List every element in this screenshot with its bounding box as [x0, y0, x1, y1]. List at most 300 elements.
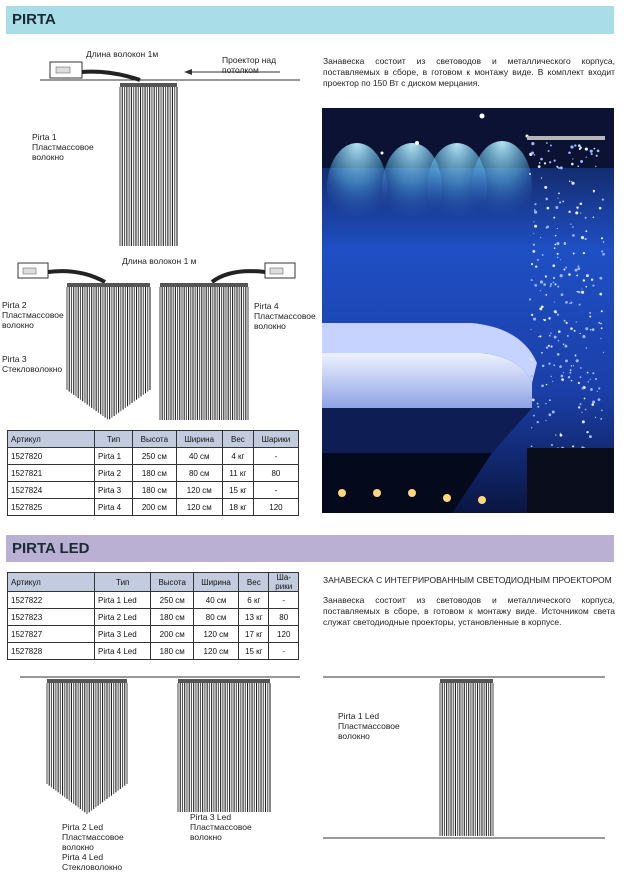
sparkle-dot: [586, 274, 588, 276]
sparkle-dot: [557, 353, 560, 356]
pirta-led-spec-table: [7, 572, 299, 660]
sparkle-dot: [592, 328, 595, 331]
pirta-description: Занавеска состоит из световодов и металлического корпуса, поставляемых в сборе, в готовом к монтажу виде. В комплект входит проектор по 150 Вт с диском мерцания.: [323, 56, 615, 88]
sparkle-dot: [529, 298, 531, 300]
table-cell: Pirta 2 Led: [95, 609, 151, 626]
sparkle-dot: [573, 365, 574, 366]
table-cell: 1527821: [8, 465, 95, 482]
sparkle-dot: [530, 329, 531, 330]
sparkle-dot: [533, 233, 534, 234]
table-row: [8, 482, 299, 499]
sparkle-dot: [545, 294, 547, 296]
sparkle-dot: [555, 283, 557, 285]
sparkle-dot: [541, 384, 544, 387]
table-cell: 120 см: [176, 482, 222, 499]
sparkle-dot: [554, 244, 556, 246]
sparkle-dot: [534, 211, 537, 214]
sparkle-dot: [598, 387, 600, 389]
sparkle-dot: [597, 150, 600, 153]
sparkle-dot: [577, 291, 578, 292]
sparkle-dot: [552, 381, 553, 382]
sparkle-dot: [591, 153, 593, 155]
curtain-pirta2: [67, 287, 150, 419]
section2-header-cell: Тип: [95, 573, 151, 592]
sparkle-dot: [531, 375, 534, 378]
sparkle-dot: [582, 387, 585, 390]
sparkle-dot: [585, 409, 587, 411]
sparkle-dot: [534, 203, 536, 205]
sparkle-dot: [552, 411, 555, 414]
sparkle-dot: [531, 279, 533, 281]
sparkle-dot: [529, 173, 531, 175]
sparkle-dot: [548, 317, 550, 319]
sparkle-dot: [532, 399, 535, 402]
sparkle-dot: [579, 148, 581, 150]
table-cell: 1527825: [8, 499, 95, 516]
arrow-head-icon: [184, 69, 192, 75]
sparkle-dot: [564, 320, 566, 322]
callout-fiber-length-2: Длина волокон 1 м: [122, 256, 197, 266]
sparkle-dot: [537, 421, 539, 423]
sparkle-dot: [587, 372, 589, 374]
sparkle-dot: [543, 283, 546, 286]
table-cell: 1527828: [8, 643, 95, 660]
table-cell: Pirta 1 Led: [95, 592, 151, 609]
table-cell: 180 см: [151, 643, 194, 660]
sparkle-dot: [572, 445, 574, 447]
sparkle-dot: [570, 223, 571, 224]
sparkle-dot: [573, 253, 575, 255]
sparkle-dot: [568, 273, 571, 276]
sparkle-dot: [559, 365, 562, 368]
section2-header-cell: Вес: [239, 573, 269, 592]
curtain-pirta1: [120, 87, 177, 246]
sparkle-dot: [586, 286, 588, 288]
sparkle-dot: [540, 290, 541, 291]
sparkle-dot: [589, 435, 592, 438]
sparkle-dot: [531, 427, 532, 428]
sparkle-dot: [570, 145, 573, 148]
sparkle-dot: [601, 250, 603, 252]
sparkle-dot: [560, 434, 563, 437]
sparkle-dot: [546, 346, 548, 348]
table-cell: Pirta 1: [95, 448, 133, 465]
sparkle-dot: [598, 322, 600, 324]
sparkle-dot: [531, 314, 533, 316]
sparkle-dot: [540, 280, 543, 283]
sparkle-dot: [571, 365, 572, 366]
sparkle-dot: [571, 380, 573, 382]
table-cell: 13 кг: [239, 609, 269, 626]
sparkle-dot: [565, 301, 568, 304]
sparkle-dot: [564, 345, 567, 348]
sparkle-dot: [550, 332, 551, 333]
sparkle-dot: [598, 398, 601, 401]
table-cell: 250 см: [151, 592, 194, 609]
table-cell: 120 см: [194, 626, 239, 643]
sparkle-dot: [546, 384, 547, 385]
sparkle-dot: [570, 369, 572, 371]
curtain-pirta4: [160, 287, 248, 420]
table-cell: 18 кг: [222, 499, 253, 516]
table-cell: 1527822: [8, 592, 95, 609]
section1-header-cell: Шарики: [253, 431, 298, 448]
sparkle-dot: [542, 254, 543, 255]
table-cell: 40 см: [194, 592, 239, 609]
sparkle-dot: [591, 279, 593, 281]
sparkle-dot: [533, 221, 534, 222]
sparkle-dot: [566, 322, 568, 324]
sparkle-dot: [583, 279, 585, 281]
sparkle-dot: [571, 181, 572, 182]
sparkle-dot: [602, 253, 605, 256]
sparkle-dot: [531, 445, 533, 447]
sparkle-dot: [555, 434, 556, 435]
sparkle-dot: [595, 378, 597, 380]
sparkle-dot: [578, 291, 580, 293]
label-pirta3-led: Pirta 3 Led Пластмассовое волокно: [190, 812, 252, 842]
sparkle-dot: [590, 379, 591, 380]
sparkle-dot: [571, 163, 574, 166]
sparkle-dot: [558, 192, 560, 194]
sparkle-dot: [575, 211, 578, 214]
sparkle-dot: [557, 314, 559, 316]
sparkle-dot: [544, 319, 546, 321]
sparkle-dot: [545, 403, 546, 404]
table-cell: 1527820: [8, 448, 95, 465]
sparkle-dot: [586, 157, 587, 158]
table-cell: 200 см: [133, 499, 177, 516]
sparkle-dot: [585, 217, 587, 219]
table-cell: 80 см: [176, 465, 222, 482]
sparkle-dot: [551, 444, 553, 446]
table-cell: -: [269, 643, 299, 660]
table-row: [8, 592, 299, 609]
sparkle-dot: [563, 268, 565, 270]
sparkle-dot: [548, 413, 551, 416]
sparkle-dot: [569, 303, 570, 304]
table-cell: 15 кг: [239, 643, 269, 660]
sparkle-dot: [601, 237, 603, 239]
sparkle-dot: [568, 376, 570, 378]
label-pirta3: Pirta 3 Стекловолокно: [2, 354, 63, 374]
sparkle-dot: [558, 167, 560, 169]
label-pirta2: Pirta 2 Пластмассовое волокно: [2, 300, 64, 330]
sparkle-dot: [553, 217, 555, 219]
sparkle-dot: [537, 406, 539, 408]
table-cell: Pirta 4 Led: [95, 643, 151, 660]
table-cell: 120: [253, 499, 298, 516]
sparkle-dot: [559, 201, 561, 203]
sparkle-dot: [577, 208, 578, 209]
sparkle-dot: [554, 160, 556, 162]
sparkle-dot: [560, 274, 563, 277]
table-row: [8, 643, 299, 660]
sparkle-dot: [580, 376, 582, 378]
sparkle-dot: [538, 165, 541, 168]
sparkle-dot: [579, 304, 581, 306]
sparkle-dot: [541, 352, 543, 354]
sparkle-dot: [543, 319, 544, 320]
sparkle-dot: [545, 275, 547, 277]
sparkle-dot: [583, 252, 585, 254]
table-cell: 120 см: [176, 499, 222, 516]
table-cell: 200 см: [151, 626, 194, 643]
table-cell: Pirta 2: [95, 465, 133, 482]
fiber-bundle: [82, 72, 140, 80]
sparkle-dot: [544, 186, 547, 189]
sparkle-dot: [581, 236, 584, 239]
sparkle-dot: [545, 198, 548, 201]
sparkle-dot: [593, 191, 594, 192]
sparkle-dot: [577, 165, 579, 167]
sparkle-dot: [549, 335, 551, 337]
table-cell: 80: [269, 609, 299, 626]
sparkle-dot: [567, 335, 569, 337]
section1-header-cell: Артикул: [8, 431, 95, 448]
sparkle-dot: [533, 318, 536, 321]
sparkle-dot: [550, 144, 552, 146]
sparkle-dot: [590, 150, 593, 153]
sparkle-dot: [592, 400, 595, 403]
sparkle-dot: [534, 225, 537, 228]
sparkle-dot: [553, 277, 555, 279]
sparkle-dot: [544, 162, 546, 164]
table-cell: 120: [269, 626, 299, 643]
sparkle-dot: [586, 347, 588, 349]
sparkle-dot: [577, 267, 580, 270]
sparkle-dot: [585, 147, 588, 150]
sparkle-dot: [557, 253, 559, 255]
sparkle-dot: [591, 403, 594, 406]
sparkle-dot: [554, 302, 555, 303]
sparkle-dot: [588, 381, 590, 383]
sparkle-dot: [558, 330, 561, 333]
section1-header-cell: Тип: [95, 431, 133, 448]
curtain-led1: [440, 683, 493, 836]
label-pirta4: Pirta 4 Пластмассовое волокно: [254, 301, 316, 331]
sparkle-dot: [530, 358, 532, 360]
sparkle-dot: [578, 382, 580, 384]
sparkle-dot: [599, 277, 602, 280]
table-cell: 4 кг: [222, 448, 253, 465]
sparkle-dot: [562, 201, 564, 203]
section2-header-cell: Артикул: [8, 573, 95, 592]
sparkle-dot: [540, 158, 543, 161]
sparkle-dot: [581, 288, 582, 289]
table-cell: 180 см: [133, 465, 177, 482]
sparkle-dot: [580, 403, 582, 405]
sparkle-dot: [554, 247, 556, 249]
sparkle-dot: [574, 330, 576, 332]
sparkle-dot: [582, 420, 585, 423]
sparkle-dot: [558, 340, 560, 342]
sparkle-dot: [575, 355, 577, 357]
sparkle-dot: [557, 257, 559, 259]
table-cell: -: [253, 482, 298, 499]
sparkle-dot: [571, 182, 574, 185]
section-title-pirta-led: PIRTA LED: [6, 535, 614, 562]
sparkle-dot: [563, 343, 565, 345]
sparkle-dot: [578, 406, 580, 408]
sparkle-dot: [555, 206, 558, 209]
sparkle-dot: [538, 336, 539, 337]
sparkle-dot: [532, 250, 535, 253]
sparkle-dot: [596, 155, 598, 157]
table-cell: 1527827: [8, 626, 95, 643]
sparkle-dot: [565, 359, 568, 362]
table-cell: 6 кг: [239, 592, 269, 609]
curtain-led2: [47, 683, 127, 814]
sparkle-dot: [537, 259, 539, 261]
label-pirta2-led: Pirta 2 Led Пластмассовое волокно Pirta 4 Led Стекловолокно: [62, 822, 124, 872]
section1-header-cell: Вес: [222, 431, 253, 448]
sparkle-dot: [600, 323, 602, 325]
sparkle-dot: [600, 338, 601, 339]
sparkle-dot: [531, 142, 534, 145]
sparkle-dot: [585, 327, 588, 330]
sparkle-dot: [599, 293, 602, 296]
sparkle-dot: [531, 151, 534, 154]
sparkle-dot: [595, 417, 596, 418]
sparkle-dot: [553, 282, 555, 284]
sparkle-dot: [602, 199, 604, 201]
sparkle-dot: [601, 410, 603, 412]
pirta-spec-table: [7, 430, 299, 516]
sparkle-dot: [580, 203, 583, 206]
sparkle-dot: [539, 162, 541, 164]
sparkle-dot: [592, 284, 594, 286]
sparkle-dot: [568, 211, 570, 213]
sparkle-dot: [570, 302, 572, 304]
sparkle-dot: [582, 335, 585, 338]
pirta-led-heading: ЗАНАВЕСКА С ИНТЕГРИРОВАННЫМ СВЕТОДИОДНЫМ ПРОЕКТОРОМ: [323, 575, 612, 585]
sparkle-dot: [550, 283, 552, 285]
table-cell: 15 кг: [222, 482, 253, 499]
sparkle-dot: [548, 345, 550, 347]
sparkle-dot: [531, 263, 533, 265]
pirta-led-description: Занавеска состоит из световодов и металлического корпуса, поставляемых в сборе, в готовом к монтажу виде. Источником света служат светодиодные проекторы, установленные в корпусе.: [323, 595, 615, 627]
sparkle-dot: [553, 364, 555, 366]
sparkle-dot: [603, 352, 604, 353]
sparkle-dot: [561, 378, 564, 381]
table-cell: 11 кг: [222, 465, 253, 482]
sparkle-dot: [572, 226, 574, 228]
section1-header-cell: Высота: [133, 431, 177, 448]
sparkle-dot: [575, 269, 578, 272]
label-pirta1: Pirta 1 Пластмассовое волокно: [32, 132, 94, 162]
sparkle-dot: [533, 244, 535, 246]
sparkle-dot: [589, 312, 591, 314]
sparkle-dot: [560, 259, 561, 260]
table-cell: 1527824: [8, 482, 95, 499]
table-cell: 17 кг: [239, 626, 269, 643]
sparkle-dot: [535, 265, 537, 267]
table-cell: Pirta 4: [95, 499, 133, 516]
sparkle-dot: [576, 321, 577, 322]
table-cell: -: [269, 592, 299, 609]
sparkle-dot: [537, 403, 539, 405]
sparkle-dot: [563, 372, 564, 373]
sparkle-dot: [556, 166, 558, 168]
sparkle-dot: [557, 286, 559, 288]
table-row: [8, 499, 299, 516]
section-title-pirta: PIRTA: [6, 6, 614, 34]
sparkle-dot: [534, 284, 537, 287]
sparkle-dot: [577, 265, 579, 267]
section2-header-cell: Высота: [151, 573, 194, 592]
sparkle-dot: [548, 150, 550, 152]
table-row: [8, 448, 299, 465]
sparkle-dot: [600, 418, 602, 420]
sparkle-dot: [548, 363, 550, 365]
sparkle-dot: [599, 207, 602, 210]
sparkle-dot: [550, 285, 552, 287]
sparkle-dot: [540, 237, 541, 238]
sparkle-dot: [533, 415, 535, 417]
sparkle-dot: [580, 333, 581, 334]
table-cell: 120 см: [194, 643, 239, 660]
table-cell: Pirta 3 Led: [95, 626, 151, 643]
sparkle-dot: [547, 207, 550, 210]
sparkle-dot: [576, 275, 578, 277]
sparkle-dot: [546, 142, 548, 144]
sparkle-dot: [555, 235, 556, 236]
sparkle-dot: [603, 241, 604, 242]
sparkle-dot: [551, 376, 552, 377]
table-cell: Pirta 3: [95, 482, 133, 499]
table-cell: 80 см: [194, 609, 239, 626]
sparkle-dot: [593, 216, 595, 218]
sparkle-dot: [556, 242, 559, 245]
sparkle-dot: [589, 316, 591, 318]
sparkle-dot: [601, 327, 603, 329]
table-row: [8, 609, 299, 626]
sparkle-dot: [539, 335, 541, 337]
sparkle-dot: [557, 198, 558, 199]
sparkle-dot: [556, 311, 557, 312]
sparkle-dot: [554, 336, 557, 339]
sparkle-dot: [578, 144, 581, 147]
sparkle-dot: [541, 177, 542, 178]
table-cell: 180 см: [133, 482, 177, 499]
sparkle-dot: [572, 158, 573, 159]
sparkle-dot: [545, 420, 546, 421]
sparkle-dot: [541, 305, 544, 308]
sparkle-dot: [560, 166, 563, 169]
sparkle-dot: [581, 412, 582, 413]
sparkle-dot: [546, 225, 549, 228]
sparkle-dot: [594, 148, 596, 150]
sparkle-dot: [530, 355, 531, 356]
section1-header-cell: Ширина: [176, 431, 222, 448]
sparkle-dot: [551, 346, 553, 348]
table-cell: 40 см: [176, 448, 222, 465]
callout-projector: Проектор над потолком: [222, 55, 277, 75]
sparkle-dot: [576, 359, 579, 362]
label-pirta1-led: Pirta 1 Led Пластмассовое волокно: [338, 711, 400, 741]
callout-fiber-length: Длина волокон 1м: [86, 49, 159, 59]
sparkle-dot: [584, 238, 586, 240]
table-row: [8, 465, 299, 482]
curtain-pirta1-housing: [120, 83, 177, 87]
table-cell: 80: [253, 465, 298, 482]
sparkle-dot: [590, 388, 593, 391]
sparkle-dot: [580, 160, 583, 163]
sparkle-dot: [585, 230, 587, 232]
sparkle-dot: [552, 264, 555, 267]
sparkle-dot: [597, 391, 598, 392]
